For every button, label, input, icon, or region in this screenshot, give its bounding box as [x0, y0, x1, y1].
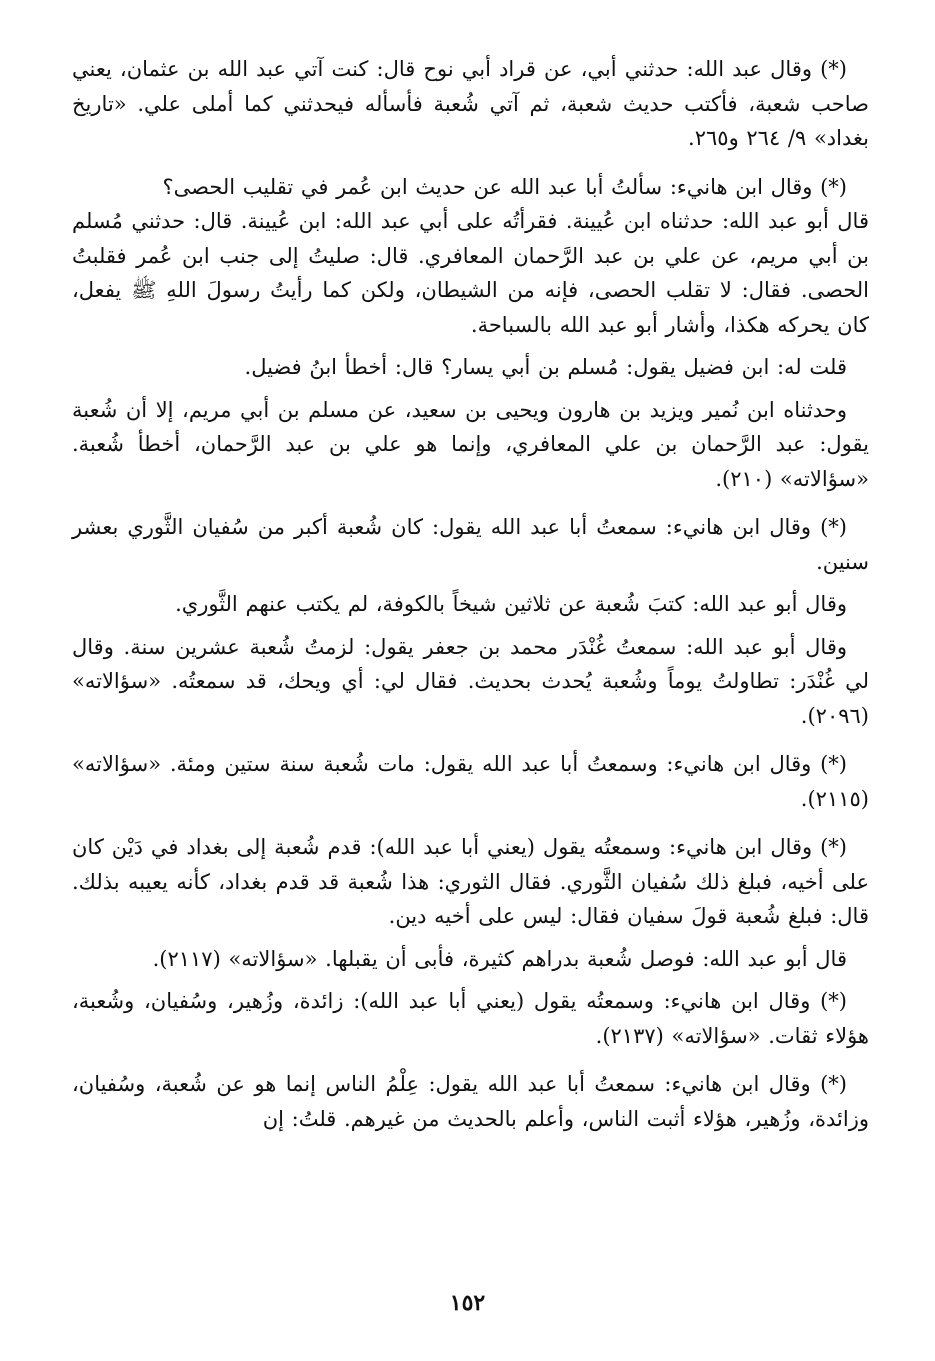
paragraph: قال أبو عبد الله: فوصل شُعبة بدراهم كثيرة، فأبى أن يقبلها. «سؤالاته» (٢١١٧). — [152, 946, 847, 971]
paragraph: (*) وقال ابن هانيء: سمعتُ أبا عبد الله يقول: عِلْمُ الناس إنما هو عن شُعبة، وسُفيان، وزائدة، وزُهير، هؤلاء أثبت الناس، وأعلم بالحديث من غيرهم. قلتُ: إن — [72, 1072, 869, 1131]
paragraph: (*) وقال ابن هانيء: وسمعتُه يقول (يعني أبا عبد الله): قدم شُعبة إلى بغداد في دَيْن كان على أخيه، فبلغ ذلك سُفيان الثَّوري. فقال الثوري: هذا شُعبة قد قدم بغداد، كأنه يعيبه بذلك. قال: فبلغ شُعبة قولَ سفيان فقال: ليس على أخيه دين. — [72, 835, 869, 928]
paragraph: (*) وقال ابن هانيء: سألتُ أبا عبد الله عن حديث ابن عُمر في تقليب الحصى؟ — [162, 174, 847, 199]
paragraph: وقال أبو عبد الله: سمعتُ غُنْدَر محمد بن جعفر يقول: لزمتُ شُعبة عشرين سنة. وقال لي غُنْدَر: تطاولتُ يوماً وشُعبة يُحدث بحديث. فقال لي: أي ويحك، قد سمعتُه. «سؤالاته» (٢٠٩٦). — [72, 634, 869, 728]
paragraph: (*) وقال عبد الله: حدثني أبي، عن قراد أبي نوح قال: كنت آتي عبد الله بن عثمان، يعني صاحب شعبة، فأكتب حديث شعبة، ثم آتي شُعبة فأسأله فيحدثني كما أملى علي. «تاريخ بغداد» ٩/ ٢٦٤ و٢٦٥. — [72, 57, 869, 150]
paragraph: وقال أبو عبد الله: كتبَ شُعبة عن ثلاثين شيخاً بالكوفة، لم يكتب عنهم الثَّوري. — [175, 592, 847, 616]
paragraph: قال أبو عبد الله: حدثناه ابن عُيينة. فقرأتُه على أبي عبد الله: ابن عُيينة. قال: حدثني مُسلم بن أبي مريم، عن علي بن عبد الرَّحمان المعافري. قال: صليتُ إلى جنب ابن عُمر فقلبتُ الحصى. فقال: لا تقلب الحصى، فإنه من الشيطان، ولكن كما رأيتُ رسولَ اللهِ ﷺ يفعل، كان يحركه هكذا، وأشار أبو عبد الله بالسباحة. — [72, 209, 869, 337]
paragraph: وحدثناه ابن نُمير ويزيد بن هارون ويحيى بن سعيد، عن مسلم بن أبي مريم، إلا أن شُعبة يقول: عبد الرَّحمان بن علي المعافري، وإنما هو علي بن عبد الرَّحمان، أخطأ شُعبة. «سؤالاته» (٢١٠). — [72, 397, 869, 491]
paragraph: قلت له: ابن فضيل يقول: مُسلم بن أبي يسار؟ قال: أخطأ ابنُ فضيل. — [244, 355, 847, 379]
body-text — [72, 52, 869, 1136]
page-number: ١٥٢ — [449, 1290, 486, 1316]
paragraph: (*) وقال ابن هانيء: وسمعتُ أبا عبد الله يقول: مات شُعبة سنة ستين ومئة. «سؤالاته» (٢١١٥). — [72, 752, 869, 811]
paragraph: (*) وقال ابن هانيء: سمعتُ أبا عبد الله يقول: كان شُعبة أكبر من سُفيان الثَّوري بعشر سنين. — [72, 515, 869, 574]
paragraph: (*) وقال ابن هانيء: وسمعتُه يقول (يعني أبا عبد الله): زائدة، وزُهير، وسُفيان، وشُعبة، هؤلاء ثقات. «سؤالاته» (٢١٣٧). — [72, 989, 869, 1048]
